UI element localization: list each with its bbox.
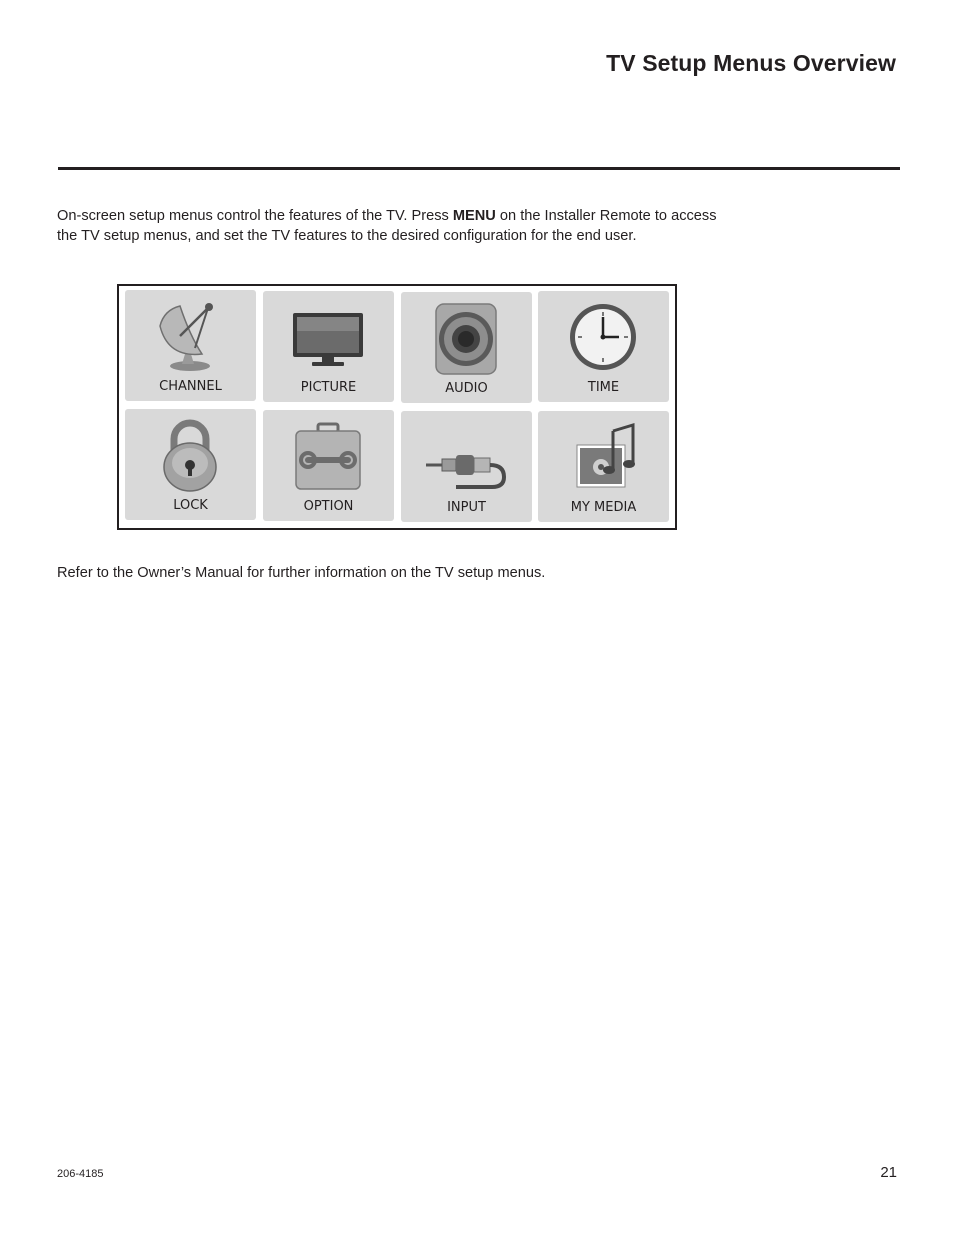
document-number: 206-4185 [57,1168,104,1180]
menu-label-lock: LOCK [173,498,208,513]
menu-label-input: INPUT [447,500,486,515]
rca-cable-icon [426,417,506,497]
tv-monitor-icon [288,297,368,377]
menu-tile-channel[interactable] [125,290,256,401]
intro-menu-keyword: MENU [452,208,496,224]
outro-paragraph: Refer to the Owner’s Manual for further information on the TV setup menus. [57,565,546,581]
menu-tile-input[interactable] [401,411,532,522]
page-number: 21 [880,1164,897,1181]
menu-label-option: OPTION [303,499,354,514]
intro-text-line2: the TV setup menus, and set the TV features to the desired configuration for the end user. [57,228,637,244]
menu-tile-time[interactable] [538,291,669,402]
intro-text-part1: On-screen setup menus control the features of the TV. Press [57,208,453,224]
menu-label-channel: CHANNEL [159,379,222,394]
speaker-icon [426,298,506,378]
page-title: TV Setup Menus Overview [606,50,896,76]
toolbox-icon [288,416,368,496]
menu-tile-option[interactable] [263,410,394,521]
menu-label-my-media: MY MEDIA [570,500,637,515]
menu-label-audio: AUDIO [445,381,488,396]
intro-paragraph [57,206,817,246]
padlock-icon [150,415,230,495]
intro-text-part2: on the Installer Remote to access [495,208,717,224]
menu-tile-audio[interactable] [401,292,532,403]
clock-icon [563,297,643,377]
menu-label-time: TIME [587,380,620,395]
title-rule [58,167,900,170]
satellite-dish-icon [150,296,230,376]
menu-label-picture: PICTURE [300,380,357,395]
menu-tile-picture[interactable] [263,291,394,402]
menu-tile-my-media[interactable] [538,411,669,522]
setup-menu-frame [117,284,677,530]
photo-music-icon [563,417,643,497]
menu-tile-lock[interactable] [125,409,256,520]
